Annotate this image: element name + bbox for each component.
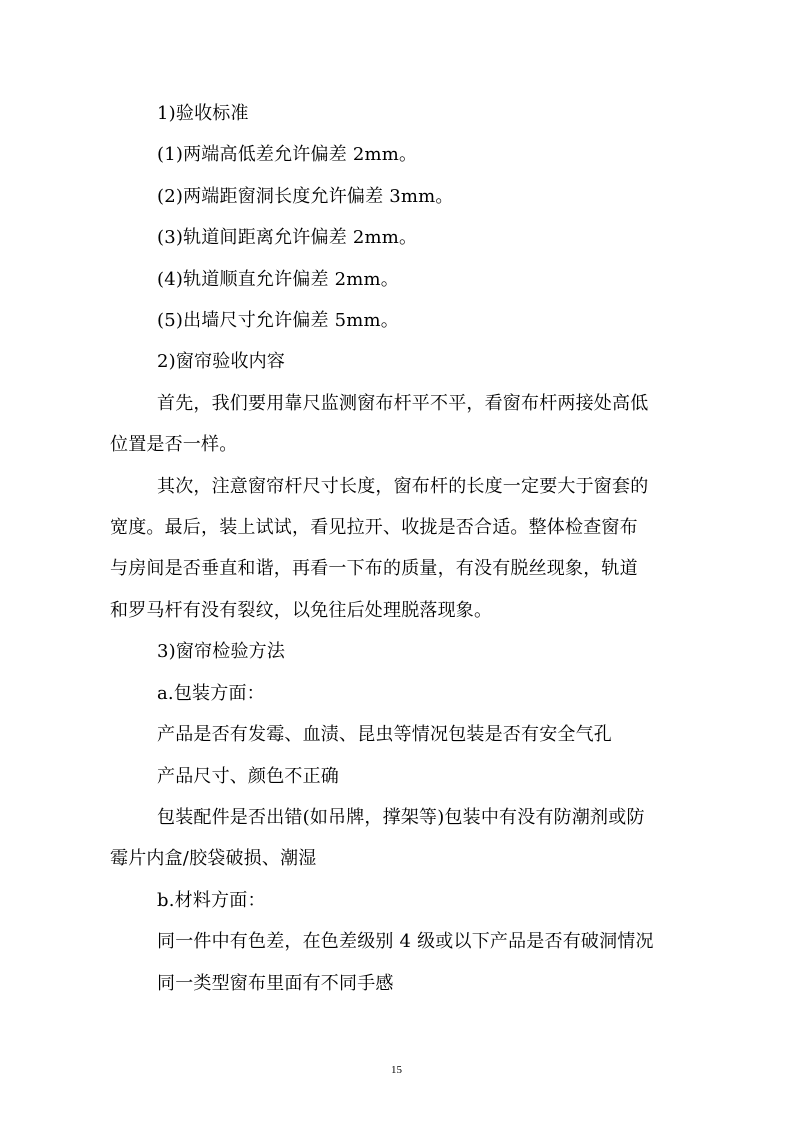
paragraph-line: 和罗马杆有没有裂纹，以免往后处理脱落现象。: [110, 599, 493, 621]
heading-inspection-method: 3)窗帘检验方法: [157, 641, 286, 663]
paragraph-line: 位置是否一样。: [110, 434, 238, 456]
paragraph-line: 同一类型窗布里面有不同手感: [157, 972, 394, 994]
paragraph-line: 宽度。最后，装上试试，看见拉开、收拢是否合适。整体检查窗布: [110, 517, 638, 539]
paragraph-line: 霉片内盒/胶袋破损、潮湿: [110, 848, 317, 870]
paragraph-line: 产品尺寸、颜色不正确: [157, 765, 339, 787]
subheading-materials: b.材料方面：: [157, 889, 266, 911]
document-body: [110, 93, 670, 1004]
heading-acceptance-standard: 1)验收标准: [157, 103, 249, 124]
list-item: (5)出墙尺寸允许偏差 5mm。: [157, 310, 400, 332]
paragraph-line: 其次，注意窗帘杆尺寸长度，窗布杆的长度一定要大于窗套的: [157, 475, 649, 497]
paragraph-line: 与房间是否垂直和谐，再看一下布的质量，有没有脱丝现象，轨道: [110, 558, 638, 580]
paragraph-line: 产品是否有发霉、血渍、昆虫等情况包装是否有安全气孔: [157, 724, 612, 746]
paragraph-line: 包装配件是否出错(如吊牌，撑架等)包装中有没有防潮剂或防: [157, 806, 645, 828]
page-number: 15: [391, 1064, 402, 1076]
list-item: (3)轨道间距离允许偏差 2mm。: [157, 227, 418, 249]
paragraph-line: 同一件中有色差，在色差级别 4 级或以下产品是否有破洞情况: [157, 931, 654, 953]
list-item: (2)两端距窗洞长度允许偏差 3mm。: [157, 185, 454, 207]
subheading-packaging: a.包装方面：: [157, 682, 265, 704]
list-item: (1)两端高低差允许偏差 2mm。: [157, 144, 418, 166]
list-item: (4)轨道顺直允许偏差 2mm。: [157, 268, 400, 290]
heading-acceptance-content: 2)窗帘验收内容: [157, 351, 286, 373]
paragraph-line: 首先，我们要用靠尺监测窗布杆平不平，看窗布杆两接处高低: [157, 392, 649, 414]
